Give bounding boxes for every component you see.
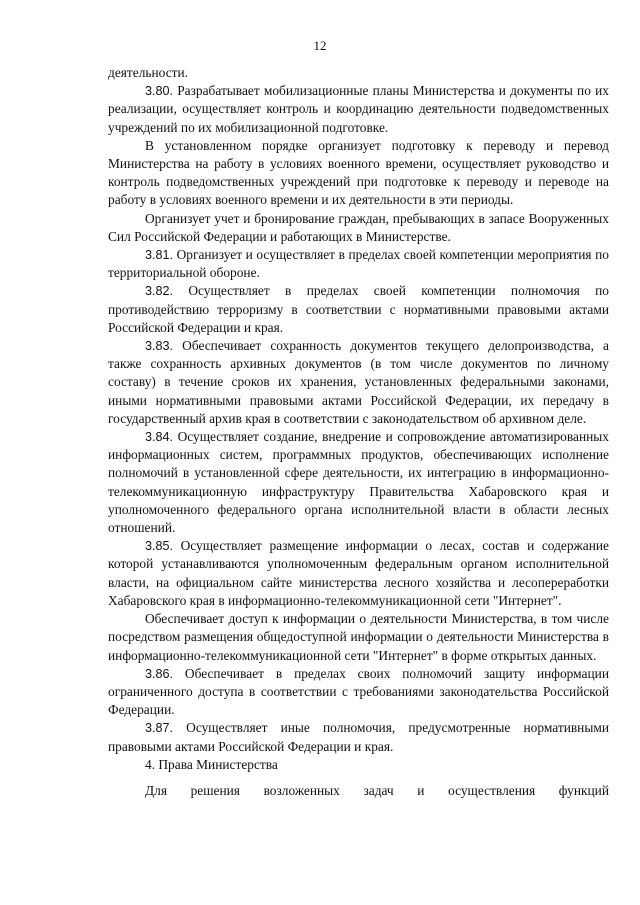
clause-number: 3.84. xyxy=(145,430,174,445)
clause-number: 3.80. xyxy=(145,84,174,99)
paragraph: Организует учет и бронирование граждан, пребывающих в запасе Вооруженных Сил Российской Федерации и работающих в Министерстве. xyxy=(108,210,609,244)
paragraph: Обеспечивает доступ к информации о деятельности Министерства, в том числе посредством размещения общедоступной информации о деятельности Министерства в информационно-телекоммуникационной сети "Интернет" в форме открытых данных. xyxy=(108,611,609,663)
clause-number: 3.87. xyxy=(145,721,174,736)
paragraph: деятельности. xyxy=(108,65,189,80)
paragraph-3-87: 3.87. Осуществляет иные полномочия, предусмотренные нормативными правовыми актами Российской Федерации и края. xyxy=(108,720,609,754)
paragraph-3-84: 3.84. Осуществляет создание, внедрение и сопровождение автоматизированных информационных систем, программных продуктов, обеспечивающих исполнение полномочий в установленной сфере деятельности, их интеграцию в информационно-телекоммуникационную инфраструктуру Правительства Хабаровского края и уполномоченного федерального органа исполнительной власти в области лесных отношений. xyxy=(108,429,609,536)
clause-number: 3.83. xyxy=(145,339,174,354)
paragraph-3-85: 3.85. Осуществляет размещение информации о лесах, состав и содержание которой устанавливаются уполномоченным федеральным органом исполнительной власти, на официальном сайте министерства лесного хозяйства и лесопереработки Хабаровского края в информационно-телекоммуникационной сети "Интернет". xyxy=(108,538,609,608)
paragraph: В установленном порядке организует подготовку к переводу и перевод Министерства на работу в условиях военного времени, осуществляет руководство и контроль подведомственных учреждений при подготовке к переводу и переводе на работу в условиях военного времени и их деятельности в эти периоды. xyxy=(108,137,609,208)
clause-number: 3.81. xyxy=(145,248,174,263)
clause-number: 3.85. xyxy=(145,539,174,554)
paragraph-3-81: 3.81. Организует и осуществляет в пределах своей компетенции мероприятия по территориальной обороне. xyxy=(108,247,609,281)
paragraph-3-82: 3.82. Осуществляет в пределах своей компетенции полномочия по противодействию терроризму в соответствии с нормативными правовыми актами Российской Федерации и края. xyxy=(108,283,609,335)
section-heading: 4. Права Министерства xyxy=(145,756,278,772)
paragraph-3-86: 3.86. Обеспечивает в пределах своих полномочий защиту информации ограниченного доступа в соответствии с требованиями законодательства Российской Федерации. xyxy=(108,665,609,718)
clause-number: 3.86. xyxy=(145,666,174,681)
page-number: 12 xyxy=(313,38,327,53)
clause-number: 3.82. xyxy=(145,284,174,299)
paragraph: Для решения возложенных задач и осуществления функций xyxy=(145,782,609,798)
document-body xyxy=(108,64,609,800)
paragraph-3-83: 3.83. Обеспечивает сохранность документов текущего делопроизводства, а также сохранность архивных документов (в том числе документов по личному составу) в течение сроков их хранения, установленных федеральными законами, иными нормативными правовыми актами Российской Федерации, их передачу в государственный архив края в соответствии с законодательством об архивном деле. xyxy=(108,338,609,426)
paragraph-3-80: 3.80. Разрабатывает мобилизационные планы Министерства и документы по их реализации, осуществляет контроль и координацию деятельности подведомственных учреждений по их мобилизационной подготовке. xyxy=(108,83,609,135)
